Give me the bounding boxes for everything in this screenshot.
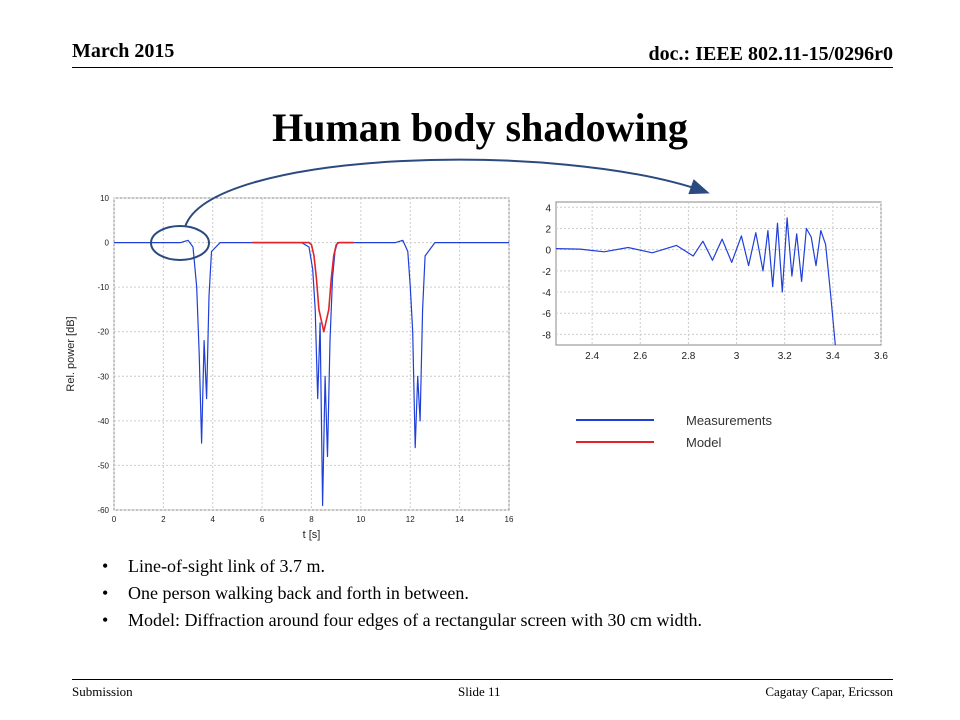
slide-title: Human body shadowing	[272, 105, 688, 150]
bullet-item: • Model: Diffraction around four edges of a rectangular screen with 30 cm width.	[96, 607, 856, 634]
x-tick-label: 3.2	[777, 351, 792, 362]
y-tick-label: -10	[97, 283, 109, 293]
y-tick-label: 0	[104, 238, 109, 248]
bullet-item: • One person walking back and forth in between.	[96, 580, 856, 607]
y-tick-label: 0	[545, 245, 551, 257]
x-tick-label: 8	[309, 515, 314, 524]
y-tick-label: -40	[97, 416, 109, 426]
x-tick-label: 10	[356, 515, 366, 524]
x-tick-label: 14	[455, 515, 465, 524]
x-tick-label: 3.4	[825, 351, 840, 362]
y-tick-label: 4	[545, 203, 551, 215]
y-tick-label: -30	[97, 372, 109, 382]
x-tick-label: 4	[210, 515, 215, 524]
y-axis-label: Rel. power [dB]	[65, 316, 77, 392]
x-tick-label: 2.8	[681, 351, 696, 362]
legend-label-measurements: Measurements	[686, 413, 772, 428]
x-tick-label: 0	[111, 515, 117, 524]
y-tick-label: -50	[97, 461, 109, 471]
y-tick-label: -8	[542, 330, 551, 342]
footer-author: Cagatay Capar, Ericsson	[765, 684, 893, 699]
y-tick-label: 10	[100, 194, 109, 203]
x-axis-label: t [s]	[302, 529, 321, 541]
x-tick-label: 2.4	[585, 351, 600, 362]
legend-label-model: Model	[686, 435, 722, 450]
zoom-circle	[151, 226, 209, 260]
header-date: March 2015	[72, 40, 175, 62]
x-tick-label: 2	[161, 515, 166, 524]
y-tick-label: -4	[542, 288, 551, 300]
footer-submission: Submission	[72, 684, 133, 699]
y-tick-label: -6	[542, 309, 551, 321]
header-doc-id: doc.: IEEE 802.11-15/0296r0	[648, 43, 893, 65]
y-tick-label: -60	[97, 506, 109, 515]
footer-slide-number: Slide 11	[458, 684, 501, 699]
x-tick-label: 3	[733, 351, 740, 362]
bullet-list	[96, 553, 856, 634]
x-tick-label: 2.6	[633, 351, 648, 362]
y-tick-label: -2	[542, 266, 551, 278]
y-tick-label: 2	[545, 224, 551, 236]
x-tick-label: 16	[504, 515, 514, 524]
x-tick-label: 12	[405, 515, 415, 524]
x-tick-label: 6	[259, 515, 265, 524]
zoom-arrow	[185, 160, 706, 227]
footer-divider	[72, 679, 893, 680]
y-tick-label: -20	[97, 327, 109, 337]
x-tick-label: 3.6	[874, 351, 888, 362]
bullet-item: • Line-of-sight link of 3.7 m.	[96, 553, 856, 580]
